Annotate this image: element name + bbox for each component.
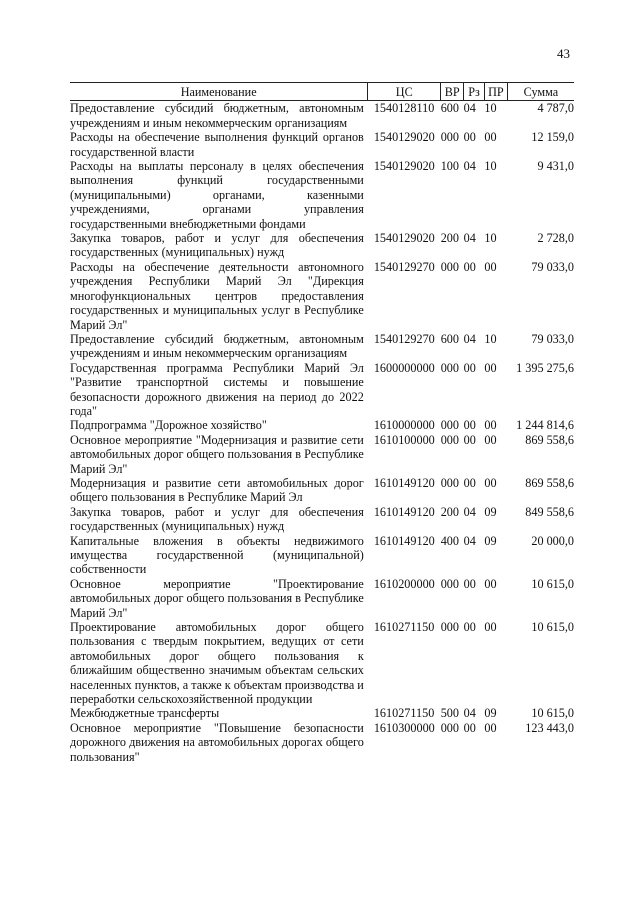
cell-cs: 1610149120: [373, 504, 435, 519]
cell-cs: 1610200000: [373, 576, 435, 591]
cell-vr: 500: [440, 706, 459, 721]
table-row: [70, 130, 574, 159]
cell-rz: 04: [463, 706, 476, 721]
cell-cs: 1540129270: [373, 259, 435, 274]
cell-pr: 00: [484, 475, 497, 490]
cell-name: Закупка товаров, работ и услуг для обеспечения государственных (муниципальных) нужд: [70, 231, 364, 260]
cell-vr: 000: [440, 475, 459, 490]
cell-cs: 1610300000: [373, 720, 435, 735]
table-row: [70, 505, 574, 534]
cell-rz: 00: [463, 130, 476, 145]
cell-sum: 869 558,6: [525, 475, 574, 490]
cell-sum: 20 000,0: [531, 533, 574, 548]
cell-rz: 00: [463, 576, 476, 591]
table-row: [70, 706, 574, 720]
cell-pr: 10: [484, 231, 497, 246]
cell-pr: 10: [484, 159, 497, 174]
cell-pr: 00: [484, 259, 497, 274]
cell-pr: 09: [484, 706, 497, 721]
cell-pr: 00: [484, 720, 497, 735]
table-row: [70, 620, 574, 706]
cell-cs: 1540129270: [373, 331, 435, 346]
table-row: [70, 433, 574, 476]
cell-rz: 04: [463, 533, 476, 548]
column-header-pr: ПР: [484, 83, 507, 101]
column-header-name: Наименование: [70, 83, 368, 101]
cell-vr: 200: [440, 504, 459, 519]
cell-sum: 869 558,6: [525, 432, 574, 447]
cell-name: Расходы на обеспечение выполнения функций органов государственной власти: [70, 130, 364, 159]
cell-sum: 10 615,0: [531, 706, 574, 721]
cell-name: Основное мероприятие "Проектирование автомобильных дорог общего пользования в Республике Марий Эл": [70, 576, 364, 620]
cell-cs: 1540128110: [373, 101, 435, 116]
cell-pr: 09: [484, 533, 497, 548]
cell-sum: 10 615,0: [531, 620, 574, 635]
cell-vr: 400: [440, 533, 459, 548]
cell-pr: 00: [484, 620, 497, 635]
cell-pr: 00: [484, 576, 497, 591]
cell-pr: 00: [484, 432, 497, 447]
cell-name: Межбюджетные трансферты: [70, 706, 220, 721]
cell-cs: 1610149120: [373, 475, 435, 490]
cell-name: Закупка товаров, работ и услуг для обеспечения государственных (муниципальных) нужд: [70, 504, 364, 534]
cell-name: Модернизация и развитие сети автомобильных дорог общего пользования в Республике Марий Эл: [70, 475, 364, 505]
table-body: [70, 101, 574, 764]
table-header-row: [70, 83, 574, 101]
cell-cs: 1610100000: [373, 432, 435, 447]
cell-sum: 79 033,0: [531, 259, 574, 274]
table-row: [70, 721, 574, 764]
cell-pr: 00: [484, 360, 497, 375]
cell-cs: 1540129020: [373, 231, 435, 246]
table-row: [70, 418, 574, 432]
cell-name: Капитальные вложения в объекты недвижимого имущества государственной (муниципальной) собственности: [70, 533, 364, 577]
cell-name: Предоставление субсидий бюджетным, автономным учреждениям и иным некоммерческим организациям: [70, 331, 364, 361]
cell-rz: 00: [463, 360, 476, 375]
cell-sum: 2 728,0: [537, 231, 574, 246]
cell-vr: 000: [440, 259, 459, 274]
table-row: [70, 361, 574, 419]
cell-pr: 09: [484, 504, 497, 519]
cell-name: Расходы на выплаты персоналу в целях обеспечения выполнения функций государственными (муниципальными) органами, казенными учреждениями, органами управления государственными внебюджетными фондами: [70, 159, 364, 231]
table-row: [70, 577, 574, 620]
cell-rz: 04: [463, 504, 476, 519]
cell-rz: 00: [463, 418, 476, 433]
table-row: [70, 231, 574, 260]
cell-pr: 10: [484, 331, 497, 346]
cell-name: Основное мероприятие "Модернизация и развитие сети автомобильных дорог общего пользования в Республике Марий Эл": [70, 432, 364, 476]
cell-vr: 100: [440, 159, 459, 174]
table-row: [70, 534, 574, 577]
cell-name: Основное мероприятие "Повышение безопасности дорожного движения на автомобильных дорогах общего пользования": [70, 720, 364, 764]
cell-rz: 04: [463, 159, 476, 174]
column-header-cs: ЦС: [368, 83, 441, 101]
cell-sum: 1 395 275,6: [516, 360, 574, 375]
cell-pr: 00: [484, 130, 497, 145]
cell-vr: 600: [440, 101, 459, 116]
cell-pr: 10: [484, 101, 497, 116]
cell-cs: 1540129020: [373, 130, 435, 145]
column-header-rz: Рз: [464, 83, 485, 101]
cell-vr: 000: [440, 360, 459, 375]
column-header-sum: Сумма: [507, 83, 574, 101]
table-row: [70, 260, 574, 332]
cell-sum: 79 033,0: [531, 331, 574, 346]
column-header-vr: ВР: [441, 83, 464, 101]
cell-name: Подпрограмма "Дорожное хозяйство": [70, 418, 267, 433]
cell-sum: 1 244 814,6: [516, 418, 574, 433]
cell-rz: 04: [463, 101, 476, 116]
table-row: [70, 332, 574, 361]
cell-sum: 10 615,0: [531, 576, 574, 591]
cell-vr: 000: [440, 620, 459, 635]
cell-vr: 000: [440, 130, 459, 145]
cell-cs: 1600000000: [373, 360, 435, 375]
cell-sum: 123 443,0: [525, 720, 574, 735]
cell-rz: 04: [463, 231, 476, 246]
table-row: [70, 476, 574, 505]
cell-vr: 200: [440, 231, 459, 246]
cell-sum: 849 558,6: [525, 504, 574, 519]
cell-vr: 000: [440, 720, 459, 735]
cell-vr: 600: [440, 331, 459, 346]
cell-cs: 1610000000: [373, 418, 435, 433]
table-row: [70, 101, 574, 130]
cell-rz: 00: [463, 620, 476, 635]
cell-sum: 4 787,0: [537, 101, 574, 116]
cell-vr: 000: [440, 576, 459, 591]
cell-name: Проектирование автомобильных дорог общего пользования с твердым покрытием, ведущих от сети автомобильных дорог общего пользования к ближайшим общественно значимым объектам сельских населенных пунктов, а также к объектам производства и переработки сельскохозяйственной продукции: [70, 620, 364, 707]
cell-rz: 00: [463, 259, 476, 274]
table-row: [70, 159, 574, 231]
cell-cs: 1540129020: [373, 159, 435, 174]
cell-name: Государственная программа Республики Марий Эл "Развитие транспортной системы и повышение безопасности дорожного движения на период до 2022 года": [70, 360, 364, 418]
page-number: 43: [557, 46, 570, 61]
cell-rz: 04: [463, 331, 476, 346]
cell-sum: 12 159,0: [531, 130, 574, 145]
cell-cs: 1610271150: [373, 706, 435, 721]
cell-name: Предоставление субсидий бюджетным, автономным учреждениям и иным некоммерческим организациям: [70, 101, 364, 130]
cell-cs: 1610271150: [373, 620, 435, 635]
cell-sum: 9 431,0: [537, 159, 574, 174]
cell-rz: 00: [463, 432, 476, 447]
budget-table: [70, 82, 574, 764]
cell-pr: 00: [484, 418, 497, 433]
cell-vr: 000: [440, 418, 459, 433]
cell-rz: 00: [463, 720, 476, 735]
cell-rz: 00: [463, 475, 476, 490]
cell-name: Расходы на обеспечение деятельности автономного учреждения Республики Марий Эл "Дирекция многофункциональных центров предоставления государственных и муниципальных услуг в Республике Марий Эл": [70, 259, 364, 332]
cell-cs: 1610149120: [373, 533, 435, 548]
cell-vr: 000: [440, 432, 459, 447]
